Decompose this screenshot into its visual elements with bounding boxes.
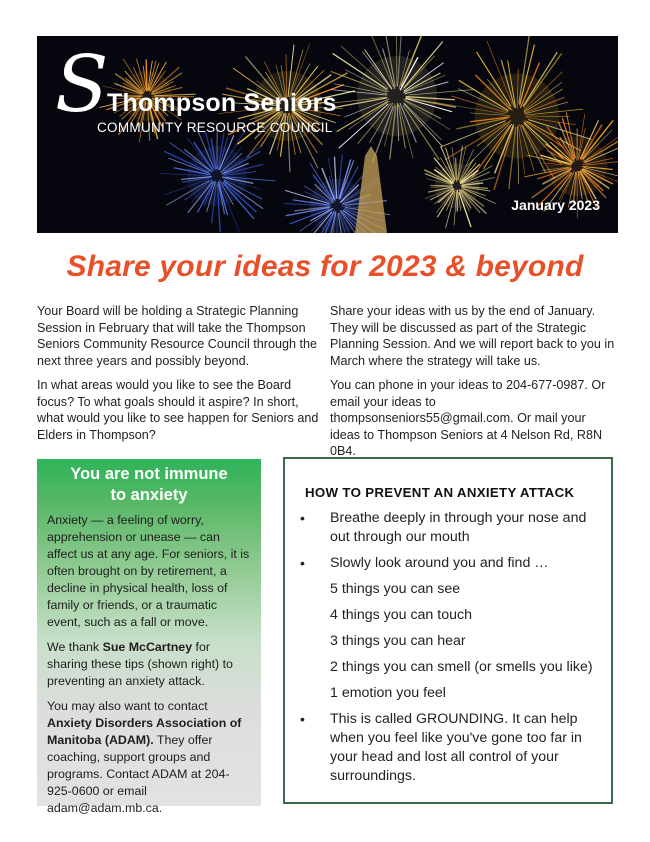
organization-name: Anxiety Disorders Association of Manitoba (ADAM). bbox=[47, 716, 242, 747]
firework-spark bbox=[146, 60, 147, 91]
tip-sub-item: 1 emotion you feel bbox=[330, 685, 446, 701]
issue-date: January 2023 bbox=[511, 197, 600, 213]
intro-paragraph: You can phone in your ideas to 204-677-0987. Or email your ideas to thompsonseniors55@gmail.com. Or mail your ideas to Thompson Seniors at 4 Nelson Rd, R8N 0B4. bbox=[330, 378, 606, 458]
sidebar-paragraph bbox=[47, 639, 251, 690]
tips-title: HOW TO PREVENT AN ANXIETY ATTACK bbox=[305, 485, 575, 500]
sidebar-text: You may also want to contact bbox=[47, 699, 208, 713]
anxiety-sidebar bbox=[37, 459, 261, 815]
sidebar-title bbox=[47, 459, 251, 506]
headline: Share your ideas for 2023 & beyond bbox=[66, 250, 584, 283]
tip-sub-item: 5 things you can see bbox=[330, 581, 461, 597]
tip-bullet-item: • This is called GROUNDING. It can help when you feel like you've gone too far in your head and lost all control of your surroundings. bbox=[285, 710, 611, 786]
org-name: Thompson Seniors bbox=[107, 89, 337, 117]
tip-bullet-item: • Breathe deeply in through your nose and out through our mouth bbox=[285, 509, 611, 547]
sidebar-title-line2: to anxiety bbox=[110, 486, 188, 504]
firework-spark bbox=[396, 36, 397, 86]
tip-sub-item: 3 things you can hear bbox=[330, 633, 466, 649]
tip-sub-item: 2 things you can smell (or smells you like) bbox=[330, 659, 593, 675]
intro-paragraph: Share your ideas with us by the end of January. They will be discussed as part of the Strategic Planning Session. And we will report back to you in March where the strategy will take us. bbox=[330, 304, 615, 368]
tip-sub-item: 4 things you can touch bbox=[330, 607, 472, 623]
sidebar-paragraph: Anxiety — a feeling of worry, apprehension or unease — can affect us at any age. For seniors, it is often brought on by retirement, a decline in physical health, loss of family or friends, or a traumatic event, such as a fall or move. bbox=[47, 513, 250, 629]
logo-letter: S bbox=[55, 40, 109, 130]
intro-left-column bbox=[37, 303, 322, 451]
intro-right-column bbox=[330, 303, 615, 468]
tips-list bbox=[285, 509, 611, 793]
anxiety-tips-box bbox=[283, 457, 613, 804]
tip-bullet-item: • Slowly look around you and find … bbox=[285, 554, 611, 573]
sidebar-text: They offer coaching, support groups and programs. Contact ADAM at 204-925-0600 or email adam@adam.mb.ca. bbox=[47, 733, 230, 815]
monument-silhouette bbox=[355, 146, 387, 233]
header-banner bbox=[37, 36, 618, 233]
sidebar-paragraph bbox=[47, 698, 251, 817]
sidebar-text: We thank bbox=[47, 640, 103, 654]
contributor-name: Sue McCartney bbox=[102, 640, 193, 654]
intro-paragraph: In what areas would you like to see the Board focus? To what goals should it aspire? In short, what would you like to see happen for Seniors and Elders in Thompson? bbox=[37, 378, 319, 442]
intro-paragraph: Your Board will be holding a Strategic Planning Session in February that will take the Thompson Seniors Community Resource Council through the next three years and possibly beyond. bbox=[37, 304, 317, 368]
sidebar-title-line1: You are not immune bbox=[70, 465, 228, 483]
org-subtitle: COMMUNITY RESOURCE COUNCIL bbox=[97, 120, 333, 135]
sidebar-text: for sharing these tips (shown right) to preventing an anxiety attack. bbox=[47, 640, 233, 688]
